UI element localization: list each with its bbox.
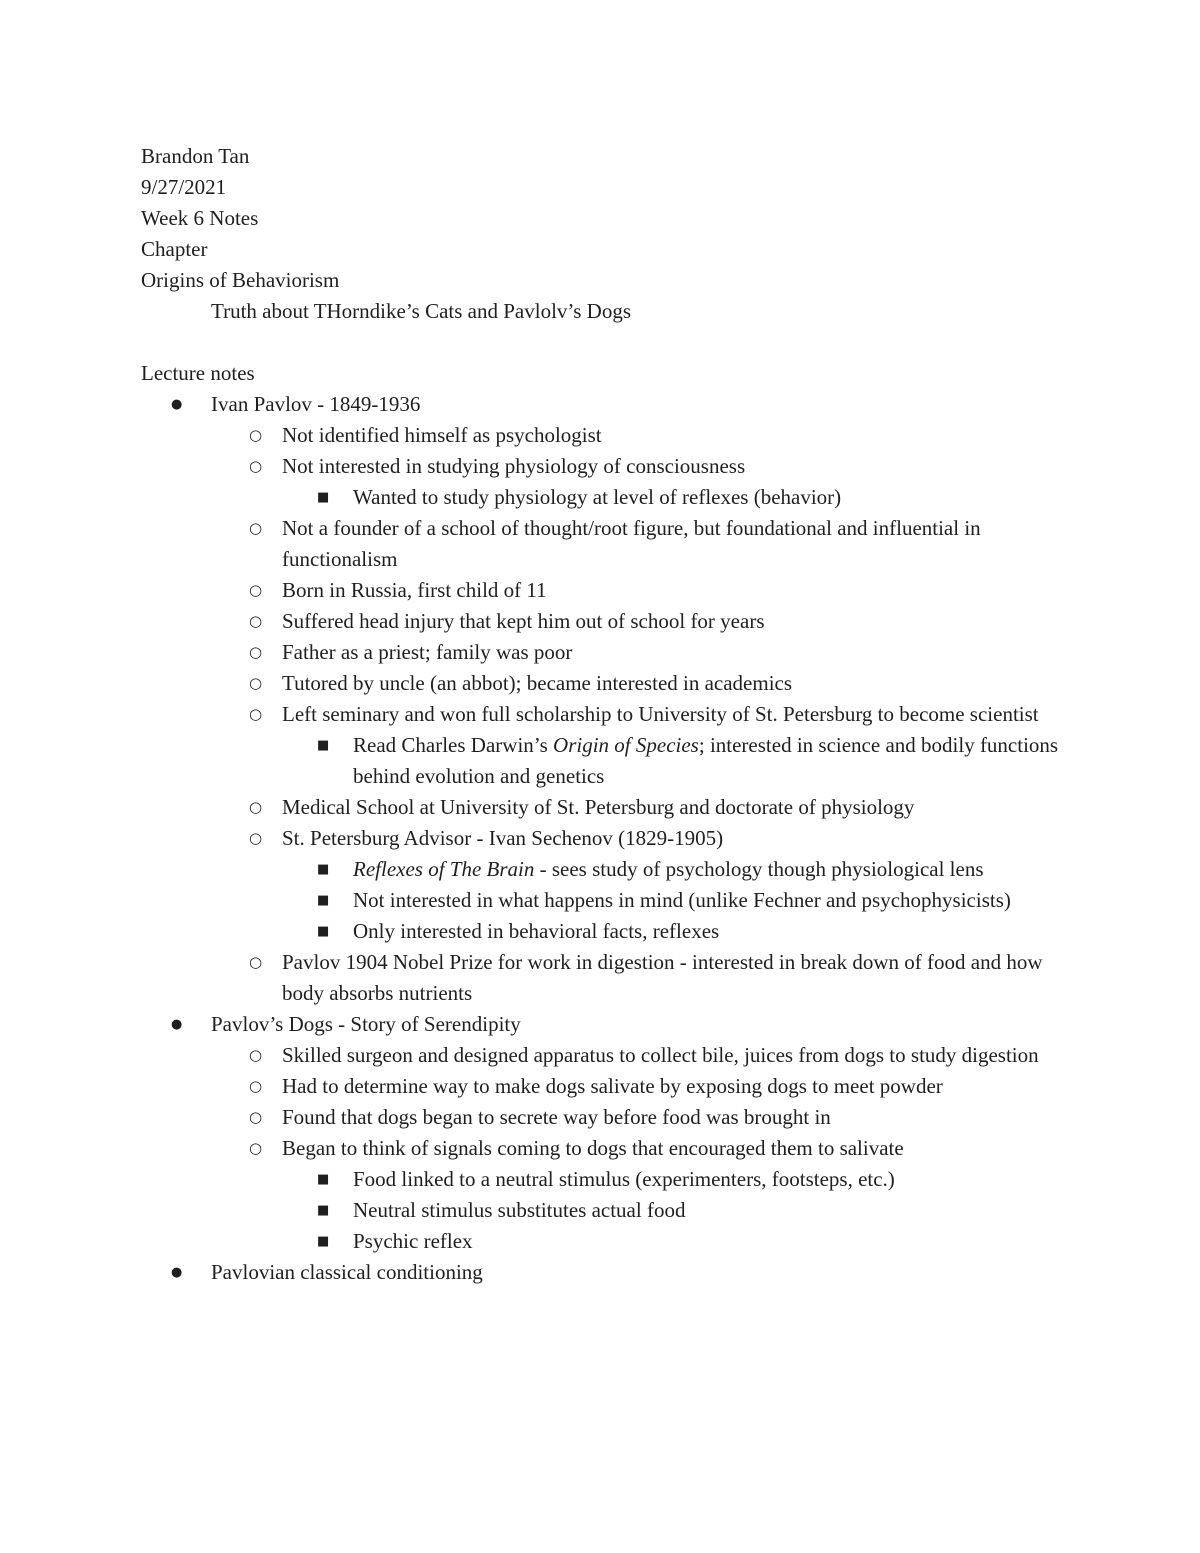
list-item-text: Tutored by uncle (an abbot); became interested in academics xyxy=(282,671,793,695)
list-item xyxy=(141,1102,1061,1133)
list-item-text: Father as a priest; family was poor xyxy=(282,640,573,664)
list-item xyxy=(141,606,1061,637)
document-page xyxy=(141,141,1061,1288)
list-item-text: Skilled surgeon and designed apparatus to collect bile, juices from dogs to study digestion xyxy=(282,1043,1039,1067)
bullet-level-3-icon: ■ xyxy=(317,862,330,877)
list-item-text: Began to think of signals coming to dogs that encouraged them to salivate xyxy=(282,1136,904,1160)
list-item xyxy=(141,730,1061,792)
list-item-text: Suffered head injury that kept him out of school for years xyxy=(282,609,765,633)
bullet-level-2-icon: ○ xyxy=(249,1077,263,1095)
list-item-text: Food linked to a neutral stimulus (experimenters, footsteps, etc.) xyxy=(353,1167,895,1191)
chapter-label: Chapter xyxy=(141,237,208,261)
list-item xyxy=(141,513,1061,575)
reading-title: Truth about THorndike’s Cats and Pavlolv’s Dogs xyxy=(211,299,632,323)
list-item-text: Born in Russia, first child of 11 xyxy=(282,578,547,602)
list-item-text xyxy=(353,733,1058,788)
list-item-text: Left seminary and won full scholarship to University of St. Petersburg to become scientist xyxy=(282,702,1039,726)
list-item-text: Ivan Pavlov - 1849-1936 xyxy=(211,392,421,416)
bullet-level-2-icon: ○ xyxy=(249,1139,263,1157)
lecture-notes-list xyxy=(141,389,1061,1288)
section-label: Lecture notes xyxy=(141,361,255,385)
list-item xyxy=(141,575,1061,606)
list-item-text: Medical School at University of St. Petersburg and doctorate of physiology xyxy=(282,795,915,819)
bullet-level-3-icon: ■ xyxy=(317,1172,330,1187)
bullet-level-1-icon: ● xyxy=(171,1265,183,1280)
list-item xyxy=(141,1164,1061,1195)
book-title: Origin of Species xyxy=(553,733,699,757)
list-item xyxy=(141,699,1061,730)
book-title: Reflexes of The Brain xyxy=(353,857,535,881)
bullet-level-2-icon: ○ xyxy=(249,953,263,971)
bullet-level-2-icon: ○ xyxy=(249,829,263,847)
list-item xyxy=(141,1133,1061,1164)
list-item xyxy=(141,1257,1061,1288)
list-item xyxy=(141,885,1061,916)
bullet-level-3-icon: ■ xyxy=(317,490,330,505)
list-item xyxy=(141,1195,1061,1226)
bullet-level-2-icon: ○ xyxy=(249,519,263,537)
list-item-text: Pavlov 1904 Nobel Prize for work in digestion - interested in break down of food and how body absorbs nutrients xyxy=(282,950,1043,1005)
author-name: Brandon Tan xyxy=(141,144,250,168)
list-item xyxy=(141,792,1061,823)
list-item-text: Found that dogs began to secrete way before food was brought in xyxy=(282,1105,831,1129)
bullet-level-3-icon: ■ xyxy=(317,1203,330,1218)
bullet-level-3-icon: ■ xyxy=(317,1234,330,1249)
list-item xyxy=(141,420,1061,451)
bullet-level-1-icon: ● xyxy=(171,397,183,412)
list-item xyxy=(141,482,1061,513)
bullet-level-2-icon: ○ xyxy=(249,1108,263,1126)
bullet-level-1-icon: ● xyxy=(171,1017,183,1032)
list-item xyxy=(141,1040,1061,1071)
list-item-text: Not identified himself as psychologist xyxy=(282,423,602,447)
bullet-level-2-icon: ○ xyxy=(249,581,263,599)
bullet-level-2-icon: ○ xyxy=(249,457,263,475)
list-item-text: Not a founder of a school of thought/root figure, but foundational and influential in functionalism xyxy=(282,516,981,571)
list-item xyxy=(141,854,1061,885)
list-item xyxy=(141,916,1061,947)
list-item-text-post: ; interested in science and bodily functions behind evolution and genetics xyxy=(353,733,1059,788)
list-item xyxy=(141,451,1061,482)
bullet-level-2-icon: ○ xyxy=(249,674,263,692)
list-item-text: Only interested in behavioral facts, reflexes xyxy=(353,919,720,943)
bullet-level-2-icon: ○ xyxy=(249,798,263,816)
bullet-level-2-icon: ○ xyxy=(249,612,263,630)
bullet-level-2-icon: ○ xyxy=(249,1046,263,1064)
list-item-text: Pavlov’s Dogs - Story of Serendipity xyxy=(211,1012,521,1036)
list-item-text: Psychic reflex xyxy=(353,1229,473,1253)
list-item xyxy=(141,389,1061,420)
list-item-text xyxy=(353,857,984,881)
list-item-text: Pavlovian classical conditioning xyxy=(211,1260,483,1284)
note-date: 9/27/2021 xyxy=(141,175,227,199)
list-item xyxy=(141,1009,1061,1040)
bullet-level-3-icon: ■ xyxy=(317,738,330,753)
list-item xyxy=(141,637,1061,668)
list-item-text-pre: Read Charles Darwin’s xyxy=(353,733,554,757)
list-item-text: Not interested in studying physiology of consciousness xyxy=(282,454,746,478)
bullet-level-3-icon: ■ xyxy=(317,893,330,908)
bullet-level-2-icon: ○ xyxy=(249,705,263,723)
bullet-level-2-icon: ○ xyxy=(249,643,263,661)
list-item-text: Wanted to study physiology at level of reflexes (behavior) xyxy=(353,485,842,509)
list-item-text-post: - sees study of psychology though physiological lens xyxy=(534,857,984,881)
document-title: Week 6 Notes xyxy=(141,206,259,230)
list-item-text: St. Petersburg Advisor - Ivan Sechenov (1829-1905) xyxy=(282,826,724,850)
list-item xyxy=(141,668,1061,699)
blank-line xyxy=(141,327,1061,358)
bullet-level-2-icon: ○ xyxy=(249,426,263,444)
list-item-text: Neutral stimulus substitutes actual food xyxy=(353,1198,686,1222)
chapter-name: Origins of Behaviorism xyxy=(141,268,340,292)
list-item xyxy=(141,1071,1061,1102)
list-item xyxy=(141,947,1061,1009)
bullet-level-3-icon: ■ xyxy=(317,924,330,939)
list-item-text: Not interested in what happens in mind (unlike Fechner and psychophysicists) xyxy=(353,888,1011,912)
list-item-text: Had to determine way to make dogs salivate by exposing dogs to meet powder xyxy=(282,1074,943,1098)
list-item xyxy=(141,1226,1061,1257)
list-item xyxy=(141,823,1061,854)
